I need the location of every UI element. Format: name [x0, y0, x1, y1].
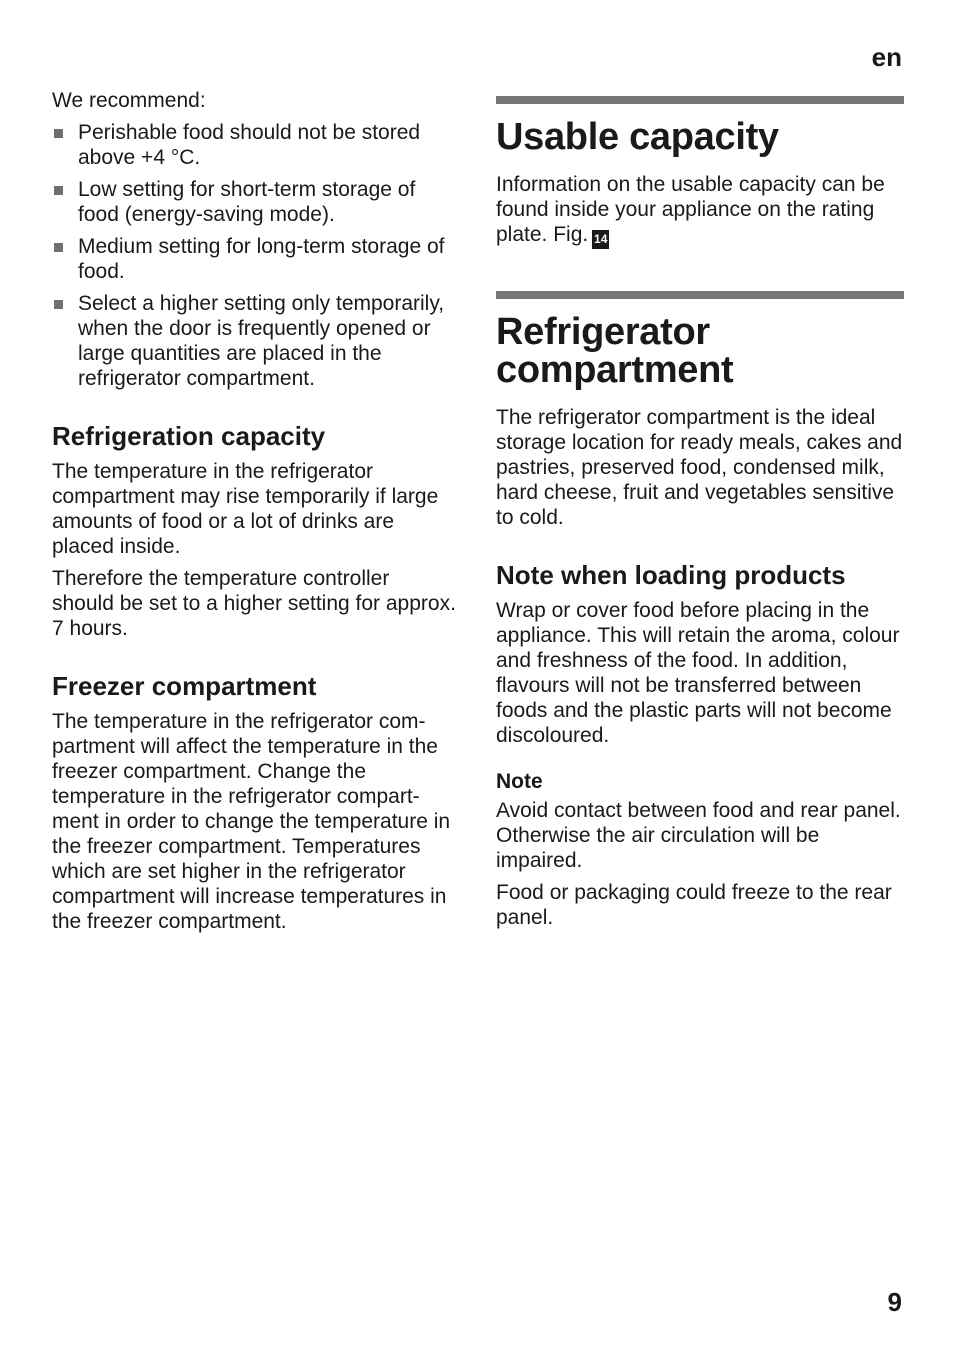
- page-number: 9: [887, 1287, 902, 1317]
- refrigeration-capacity-text-2: Therefore the temperature controller should be set to a higher setting for approx. 7 hours.: [52, 567, 456, 640]
- refrigeration-capacity-text-1: The temperature in the refrigerator compartment may rise temporarily if large amounts of food or a lot of drinks are placed inside.: [52, 460, 439, 558]
- bullet-square-icon: [54, 300, 63, 309]
- right-column: [496, 88, 904, 937]
- list-item: Select a higher setting only temporarily, when the door is frequently opened or large quantities are placed in the refrigerator compartment.: [52, 291, 457, 391]
- recommendation-list: [52, 120, 457, 391]
- freezer-compartment-heading: Freezer compartment: [52, 671, 317, 701]
- usable-capacity-heading: Usable capacity: [496, 116, 779, 158]
- recommend-intro: We recommend:: [52, 89, 206, 112]
- figure-reference-badge: 14: [592, 230, 609, 249]
- bullet-square-icon: [54, 129, 63, 138]
- note-text-2: Food or packaging could freeze to the rear panel.: [496, 881, 892, 929]
- list-item: Perishable food should not be stored above +4 °C.: [52, 120, 457, 170]
- refrigerator-compartment-heading: Refrigerator compartment: [496, 311, 734, 391]
- bullet-square-icon: [54, 186, 63, 195]
- note-loading-heading: Note when loading products: [496, 560, 846, 590]
- list-item: Low setting for short-term storage of food (energy-saving mode).: [52, 177, 457, 227]
- refrigerator-compartment-text: The refrigerator compartment is the ideal storage location for ready meals, cakes and pastries, preserved food, condensed milk, hard cheese, fruit and vegetables sensitive to cold.: [496, 406, 903, 529]
- usable-capacity-text: Information on the usable capacity can be found inside your appliance on the rating plate. Fig. 14: [496, 172, 904, 249]
- freezer-compartment-text: The temperature in the refrigerator compartment will affect the temperature in the freezer compartment. Change the temperature in the refrigerator compartment in order to change the temperature in the freezer compartment. Temperatures which are set higher in the refrigerator compartment will increase temperatures in the freezer compartment.: [52, 710, 451, 933]
- note-label: Note: [496, 770, 543, 793]
- note-loading-text: Wrap or cover food before placing in the appliance. This will retain the aroma, colour and freshness of the food. In addition, flavours will not be transferred between foods and the plastic parts will not become discoloured.: [496, 599, 900, 747]
- section-divider: [496, 96, 904, 104]
- list-item: Medium setting for long-term storage of food.: [52, 234, 457, 284]
- section-divider: [496, 291, 904, 299]
- refrigeration-capacity-heading: Refrigeration capacity: [52, 421, 326, 451]
- language-code: en: [871, 42, 902, 72]
- bullet-square-icon: [54, 243, 63, 252]
- left-column: [52, 88, 457, 941]
- note-text-1: Avoid contact between food and rear panel. Otherwise the air circulation will be impaired.: [496, 799, 901, 872]
